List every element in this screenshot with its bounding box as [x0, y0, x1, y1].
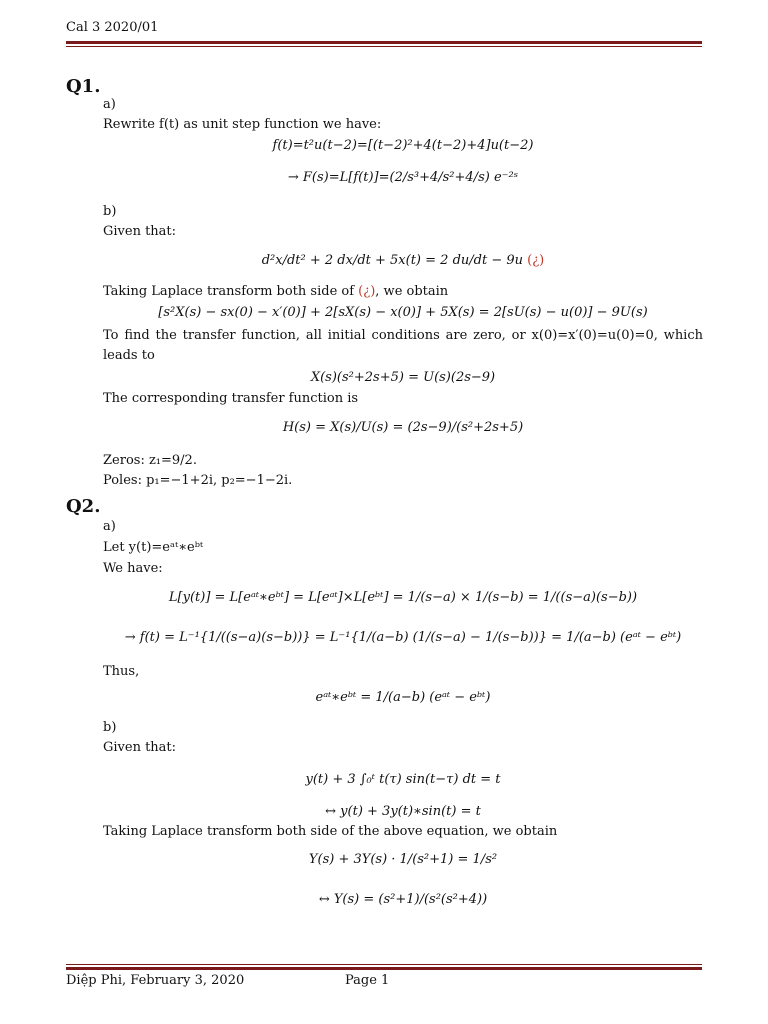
footer-page-number: Page 1	[345, 973, 390, 988]
header-rule-thin	[66, 46, 702, 47]
header-title: Cal 3 2020/01	[66, 20, 159, 35]
q1-b-equation-1-text: d²x/dt² + 2 dx/dt + 5x(t) = 2 du/dt − 9u	[261, 253, 528, 268]
q2-b-text: Taking Laplace transform both side of the above equation, we obtain	[103, 824, 558, 839]
q2-b-equation-1: y(t) + 3 ∫₀ᵗ t(τ) sin(t−τ) dt = t	[305, 772, 501, 787]
equation-marker: (¿)	[527, 253, 545, 268]
footer-rule-thin	[66, 964, 702, 965]
footer-rule-thick	[66, 967, 702, 970]
q1-b-equation-3: X(s)(s²+2s+5) = U(s)(2s−9)	[310, 370, 496, 385]
q1-b-given: Given that:	[103, 224, 177, 239]
q1-a-equation-2: → F(s)=L[f(t)]=(2/s³+4/s²+4/s) e⁻²ˢ	[287, 170, 519, 185]
q1-poles: Poles: p₁=−1+2i, p₂=−1−2i.	[103, 473, 293, 488]
q2-part-a-label: a)	[103, 519, 116, 534]
q1-b-text-3: The corresponding transfer function is	[103, 391, 359, 406]
q1-b-text-1	[103, 284, 448, 299]
q1-b-equation-1	[103, 253, 703, 268]
q1-part-b-label: b)	[103, 204, 117, 219]
q1-heading: Q1.	[66, 76, 101, 97]
q2-a-equation-1: L[y(t)] = L[eᵃᵗ∗eᵇᵗ] = L[eᵃᵗ]×L[eᵇᵗ] = 1/(s−a) × 1/(s−b) = 1/((s−a)(s−b))	[168, 590, 638, 605]
header-rule-thick	[66, 41, 702, 44]
q2-heading: Q2.	[66, 496, 101, 517]
equation-marker-ref: (¿)	[358, 284, 376, 299]
q1-part-a-label: a)	[103, 97, 116, 112]
q2-a-equation-3: eᵃᵗ∗eᵇᵗ = 1/(a−b) (eᵃᵗ − eᵇᵗ)	[315, 690, 491, 705]
q2-part-b-label: b)	[103, 720, 117, 735]
q2-b-equation-4: ↔ Y(s) = (s²+1)/(s²(s²+4))	[318, 892, 488, 907]
q1-b-text-1-pre: Taking Laplace transform both side of	[103, 284, 359, 299]
q2-b-equation-2: ↔ y(t) + 3y(t)∗sin(t) = t	[325, 804, 481, 819]
footer-author-date: Diệp Phi, February 3, 2020	[66, 973, 245, 988]
q2-a-let: Let y(t)=eᵃᵗ∗eᵇᵗ	[103, 540, 204, 555]
q1-b-equation-4: H(s) = X(s)/U(s) = (2s−9)/(s²+2s+5)	[282, 420, 524, 435]
q1-b-text-1-post: , we obtain	[375, 284, 449, 299]
q1-b-equation-2: [s²X(s) − sx(0) − x′(0)] + 2[sX(s) − x(0)] + 5X(s) = 2[sU(s) − u(0)] − 9U(s)	[158, 305, 648, 320]
q2-b-given: Given that:	[103, 740, 177, 755]
q1-a-text: Rewrite f(t) as unit step function we have:	[103, 117, 382, 132]
q2-b-equation-3: Y(s) + 3Y(s) · 1/(s²+1) = 1/s²	[308, 852, 498, 867]
q2-a-thus: Thus,	[103, 664, 140, 679]
q1-zeros: Zeros: z₁=9/2.	[103, 453, 197, 468]
q2-a-equation-2: → f(t) = L⁻¹{1/((s−a)(s−b))} = L⁻¹{1/(a−b) (1/(s−a) − 1/(s−b))} = 1/(a−b) (eᵃᵗ − eᵇᵗ)	[124, 630, 682, 645]
q2-a-have: We have:	[103, 561, 163, 576]
q1-a-equation-1: f(t)=t²u(t−2)=[(t−2)²+4(t−2)+4]u(t−2)	[272, 138, 534, 153]
q1-b-text-2: To find the transfer function, all initial conditions are zero, or x(0)=x′(0)=u(0)=0, which leads to	[103, 328, 703, 363]
